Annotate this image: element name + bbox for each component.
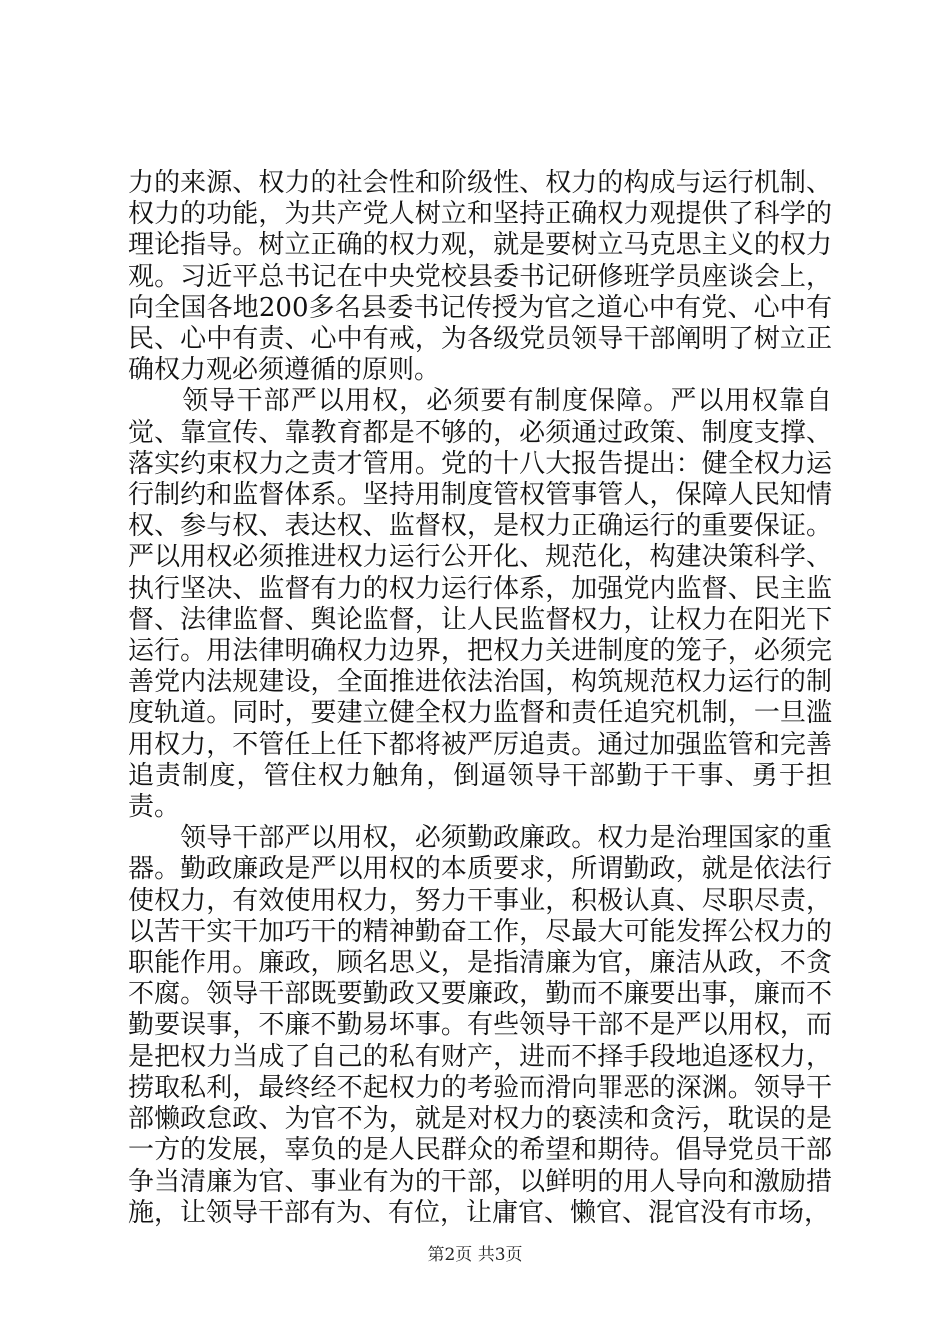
paragraph-3: 领导干部严以用权，必须勤政廉政。权力是治理国家的重器。勤政廉政是严以用权的本质要求，所谓勤政，就是依法行使权力，有效使用权力，努力干事业，积极认真、尽职尽责，以苦干实干加巧干的精神勤奋工作，尽最大可能发挥公权力的职能作用。廉政，顾名思义，是指清廉为官，廉洁从政，不贪不腐。领导干部既要勤政又要廉政，勤而不廉要出事，廉而不勤要误事，不廉不勤易坏事。有些领导干部不是严以用权，而是把权力当成了自己的私有财产，进而不择手段地追逐权力，捞取私利，最终经不起权力的考验而滑向罪恶的深渊。领导干部懒政怠政、为官不为，就是对权力的亵渎和贪污，耽误的是一方的发展，辜负的是人民群众的希望和期待。倡导党员干部争当清廉为官、事业有为的干部，以鲜明的用人导向和激励措施，让领导干部有为、有位，让庸官、懒官、混官没有市场， <box>128 823 832 1228</box>
page-footer: 第2页 共3页 <box>427 1245 523 1265</box>
body-text <box>128 168 832 1229</box>
paragraph-2: 领导干部严以用权，必须要有制度保障。严以用权靠自觉、靠宣传、靠教育都是不够的，必须通过政策、制度支撑、落实约束权力之责才管用。党的十八大报告提出：健全权力运行制约和监督体系。坚持用制度管权管事管人，保障人民知情权、参与权、表达权、监督权，是权力正确运行的重要保证。严以用权必须推进权力运行公开化、规范化，构建决策科学、执行坚决、监督有力的权力运行体系，加强党内监督、民主监督、法律监督、舆论监督，让人民监督权力，让权力在阳光下运行。用法律明确权力边界，把权力关进制度的笼子，必须完善党内法规建设，全面推进依法治国，构筑规范权力运行的制度轨道。同时，要建立健全权力监督和责任追究机制，一旦滥用权力，不管任上任下都将被严厉追责。通过加强监管和完善追责制度，管住权力触角，倒逼领导干部勤于干事、勇于担责。 <box>128 386 832 823</box>
paragraph-1: 力的来源、权力的社会性和阶级性、权力的构成与运行机制、权力的功能，为共产党人树立和坚持正确权力观提供了科学的理论指导。树立正确的权力观，就是要树立马克思主义的权力观。习近平总书记在中央党校县委书记研修班学员座谈会上，向全国各地200多名县委书记传授为官之道心中有党、心中有民、心中有责、心中有戒，为各级党员领导干部阐明了树立正确权力观必须遵循的原则。 <box>128 168 832 386</box>
